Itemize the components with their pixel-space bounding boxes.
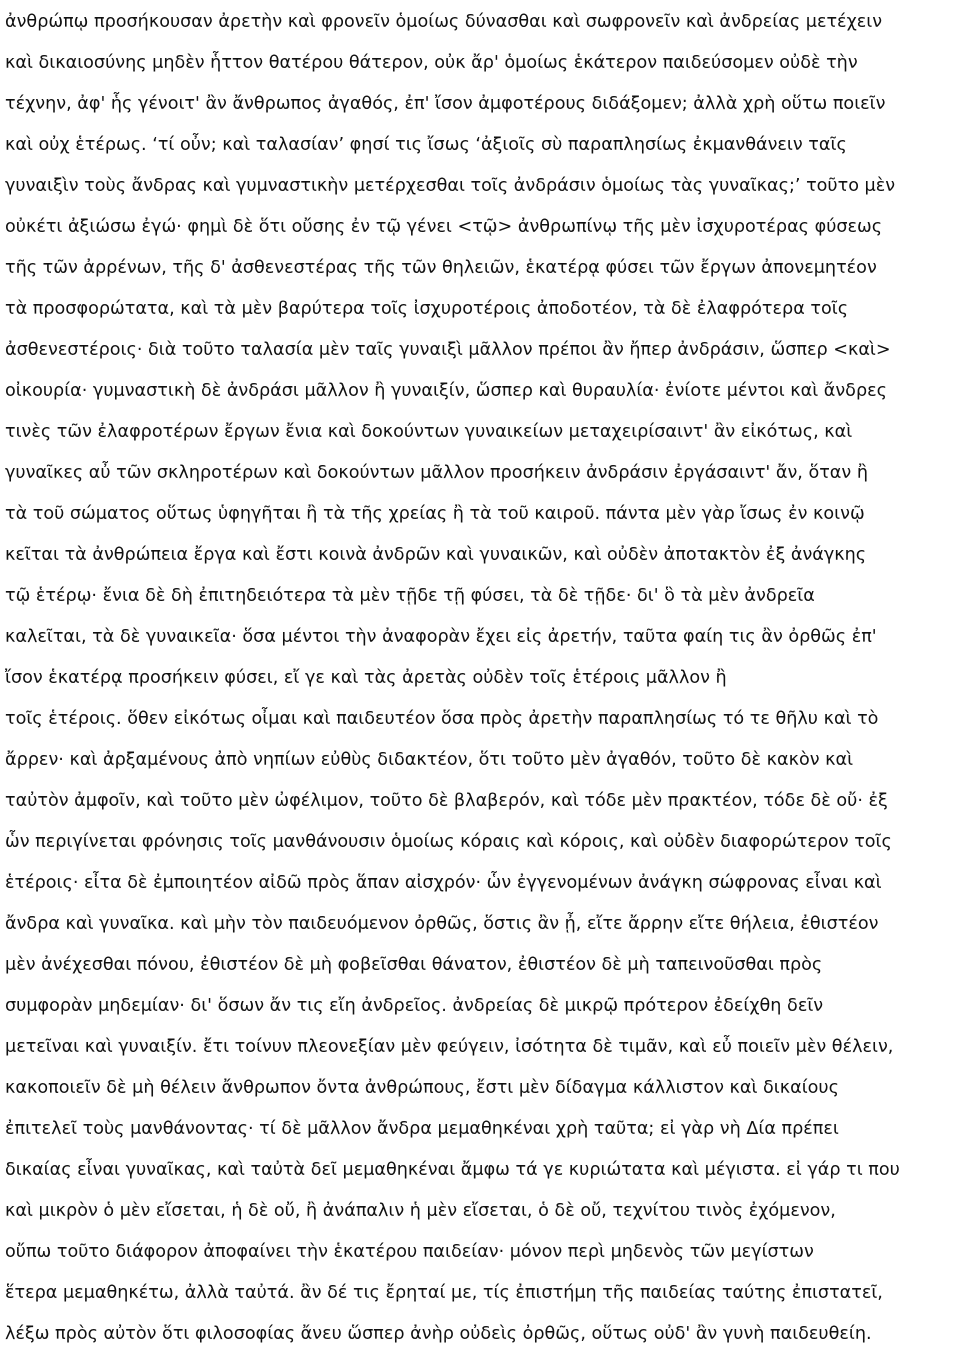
text-line: λέξω πρὸς αὐτὸν ὅτι φιλοσοφίας ἄνευ ὥσπερ ἀνὴρ οὐδεὶς ὀρθῶς, οὕτως οὐδ' ἂν γυνὴ παιδευθείη. [5,1324,872,1344]
text-line: ἑτέροις· εἶτα δὲ ἐμποιητέον αἰδῶ πρὸς ἅπαν αἰσχρόν· ὧν ἐγγενομένων ἀνάγκη σώφρονας εἶναι καὶ [5,873,882,893]
text-line: τὰ προσφορώτατα, καὶ τὰ μὲν βαρύτερα τοῖς ἰσχυροτέροις ἀποδοτέον, τὰ δὲ ἐλαφρότερα τοῖς [5,299,849,319]
text-line: μὲν ἀνέχεσθαι πόνου, ἐθιστέον δὲ μὴ φοβεῖσθαι θάνατον, ἐθιστέον δὲ μὴ ταπεινοῦσθαι πρὸς [5,955,823,975]
text-line: ἄνδρα καὶ γυναῖκα. καὶ μὴν τὸν παιδευόμενον ὀρθῶς, ὅστις ἂν ᾖ, εἴτε ἄρρην εἴτε θήλεια, ἐθιστέον [5,914,879,934]
text-line: καὶ δικαιοσύνης μηδὲν ἧττον θατέρου θάτερον, οὐκ ἄρ' ὁμοίως ἑκάτερον παιδεύσομεν οὐδὲ τὴν [5,53,858,73]
text-line: ταὐτὸν ἀμφοῖν, καὶ τοῦτο μὲν ὠφέλιμον, τοῦτο δὲ βλαβερόν, καὶ τόδε μὲν πρακτέον, τόδε δὲ οὔ· ἐξ [5,791,888,811]
text-line: τῷ ἑτέρῳ· ἔνια δὲ δὴ ἐπιτηδειότερα τὰ μὲν τῇδε τῇ φύσει, τὰ δὲ τῇδε· δι' ὃ τὰ μὲν ἀνδρεῖα [5,586,815,606]
text-line: τὰ τοῦ σώματος οὕτως ὑφηγῆται ἢ τὰ τῆς χρείας ἢ τὰ τοῦ καιροῦ. πάντα μὲν γὰρ ἴσως ἐν κοινῷ [5,504,865,524]
text-line: γυναῖκες αὖ τῶν σκληροτέρων καὶ δοκούντων μᾶλλον προσήκειν ἀνδράσιν ἐργάσαιντ' ἄν, ὅταν ἢ [5,463,868,483]
text-line: ἀσθενεστέροις· διὰ τοῦτο ταλασία μὲν ταῖς γυναιξὶ μᾶλλον πρέποι ἂν ἤπερ ἀνδράσιν, ὥσπερ <καὶ> [5,340,891,360]
text-line: κακοποιεῖν δὲ μὴ θέλειν ἄνθρωπον ὄντα ἀνθρώπους, ἔστι μὲν δίδαγμα κάλλιστον καὶ δικαίους [5,1078,839,1098]
text-line: ἀνθρώπῳ προσήκουσαν ἀρετὴν καὶ φρονεῖν ὁμοίως δύνασθαι καὶ σωφρονεῖν καὶ ἀνδρείας μετέχειν [5,12,883,32]
text-line: καλεῖται, τὰ δὲ γυναικεῖα· ὅσα μέντοι τὴν ἀναφορὰν ἔχει εἰς ἀρετήν, ταῦτα φαίη τις ἂν ὀρθῶς ἐπ' [5,627,877,647]
text-line: δικαίας εἶναι γυναῖκας, καὶ ταὐτὰ δεῖ μεμαθηκέναι ἄμφω τά γε κυριώτατα καὶ μέγιστα. εἰ γάρ τι που [5,1160,900,1180]
text-line: ὧν περιγίνεται φρόνησις τοῖς μανθάνουσιν ὁμοίως κόραις καὶ κόροις, καὶ οὐδὲν διαφορώτερον τοῖς [5,832,892,852]
text-line: οἰκουρία· γυμναστικὴ δὲ ἀνδράσι μᾶλλον ἢ γυναιξίν, ὥσπερ καὶ θυραυλία· ἐνίοτε μέντοι καὶ ἄνδρες [5,381,887,401]
text-line: συμφορὰν μηδεμίαν· δι' ὅσων ἄν τις εἴη ἀνδρεῖος. ἀνδρείας δὲ μικρῷ πρότερον ἐδείχθη δεῖν [5,996,824,1016]
document-page [0,2,960,1344]
text-line: γυναιξὶν τοὺς ἄνδρας καὶ γυμναστικὴν μετέρχεσθαι τοῖς ἀνδράσιν ὁμοίως τὰς γυναῖκας;’ τοῦτο μὲν [5,176,896,196]
text-line: τοῖς ἑτέροις. ὅθεν εἰκότως οἶμαι καὶ παιδευτέον ὅσα πρὸς ἀρετὴν παραπλησίως τό τε θῆλυ καὶ τὸ [5,709,879,729]
text-line: τινὲς τῶν ἐλαφροτέρων ἔργων ἔνια καὶ δοκούντων γυναικείων μεταχειρίσαιντ' ἂν εἰκότως, καὶ [5,422,853,442]
text-line: καὶ οὐχ ἑτέρως. ‘τί οὖν; καὶ ταλασίαν’ φησί τις ἴσως ‘ἀξιοῖς σὺ παραπλησίως ἐκμανθάνειν ταῖς [5,135,847,155]
text-line: καὶ μικρὸν ὁ μὲν εἴσεται, ἡ δὲ οὔ, ἢ ἀνάπαλιν ἡ μὲν εἴσεται, ὁ δὲ οὔ, τεχνίτου τινὸς ἐχόμενον, [5,1201,836,1221]
text-line: ἄρρεν· καὶ ἀρξαμένους ἀπὸ νηπίων εὐθὺς διδακτέον, ὅτι τοῦτο μὲν ἀγαθόν, τοῦτο δὲ κακὸν καὶ [5,750,854,770]
text-line: ἐπιτελεῖ τοὺς μανθάνοντας· τί δὲ μᾶλλον ἄνδρα μεμαθηκέναι χρὴ ταῦτα; εἰ γὰρ νὴ Δία πρέπει [5,1119,839,1139]
text-line: ἕτερα μεμαθηκέτω, ἀλλὰ ταὐτά. ἂν δέ τις ἔρηταί με, τίς ἐπιστήμη τῆς παιδείας ταύτης ἐπιστατεῖ, [5,1283,883,1303]
text-line: οὔπω τοῦτο διάφορον ἀποφαίνει τὴν ἑκατέρου παιδείαν· μόνον περὶ μηδενὸς τῶν μεγίστων [5,1242,814,1262]
text-line: ἴσον ἑκατέρᾳ προσήκειν φύσει, εἴ γε καὶ τὰς ἀρετὰς οὐδὲν τοῖς ἑτέροις μᾶλλον ἢ [5,668,727,688]
text-line: μετεῖναι καὶ γυναιξίν. ἔτι τοίνυν πλεονεξίαν μὲν φεύγειν, ἰσότητα δὲ τιμᾶν, καὶ εὖ ποιεῖν μὲν θέλειν, [5,1037,894,1057]
text-line: τῆς τῶν ἀρρένων, τῆς δ' ἀσθενεστέρας τῆς τῶν θηλειῶν, ἑκατέρᾳ φύσει τῶν ἔργων ἀπονεμητέον [5,258,877,278]
text-line: οὐκέτι ἀξιώσω ἐγώ· φημὶ δὲ ὅτι οὔσης ἐν τῷ γένει <τῷ> ἀνθρωπίνῳ τῆς μὲν ἰσχυροτέρας φύσεως [5,217,883,237]
text-line: τέχνην, ἀφ' ἧς γένοιτ' ἂν ἄνθρωπος ἀγαθός, ἐπ' ἴσον ἀμφοτέρους διδάξομεν; ἀλλὰ χρὴ οὕτω ποιεῖν [5,94,886,114]
text-line: κεῖται τὰ ἀνθρώπεια ἔργα καὶ ἔστι κοινὰ ἀνδρῶν καὶ γυναικῶν, καὶ οὐδὲν ἀποτακτὸν ἐξ ἀνάγκης [5,545,867,565]
